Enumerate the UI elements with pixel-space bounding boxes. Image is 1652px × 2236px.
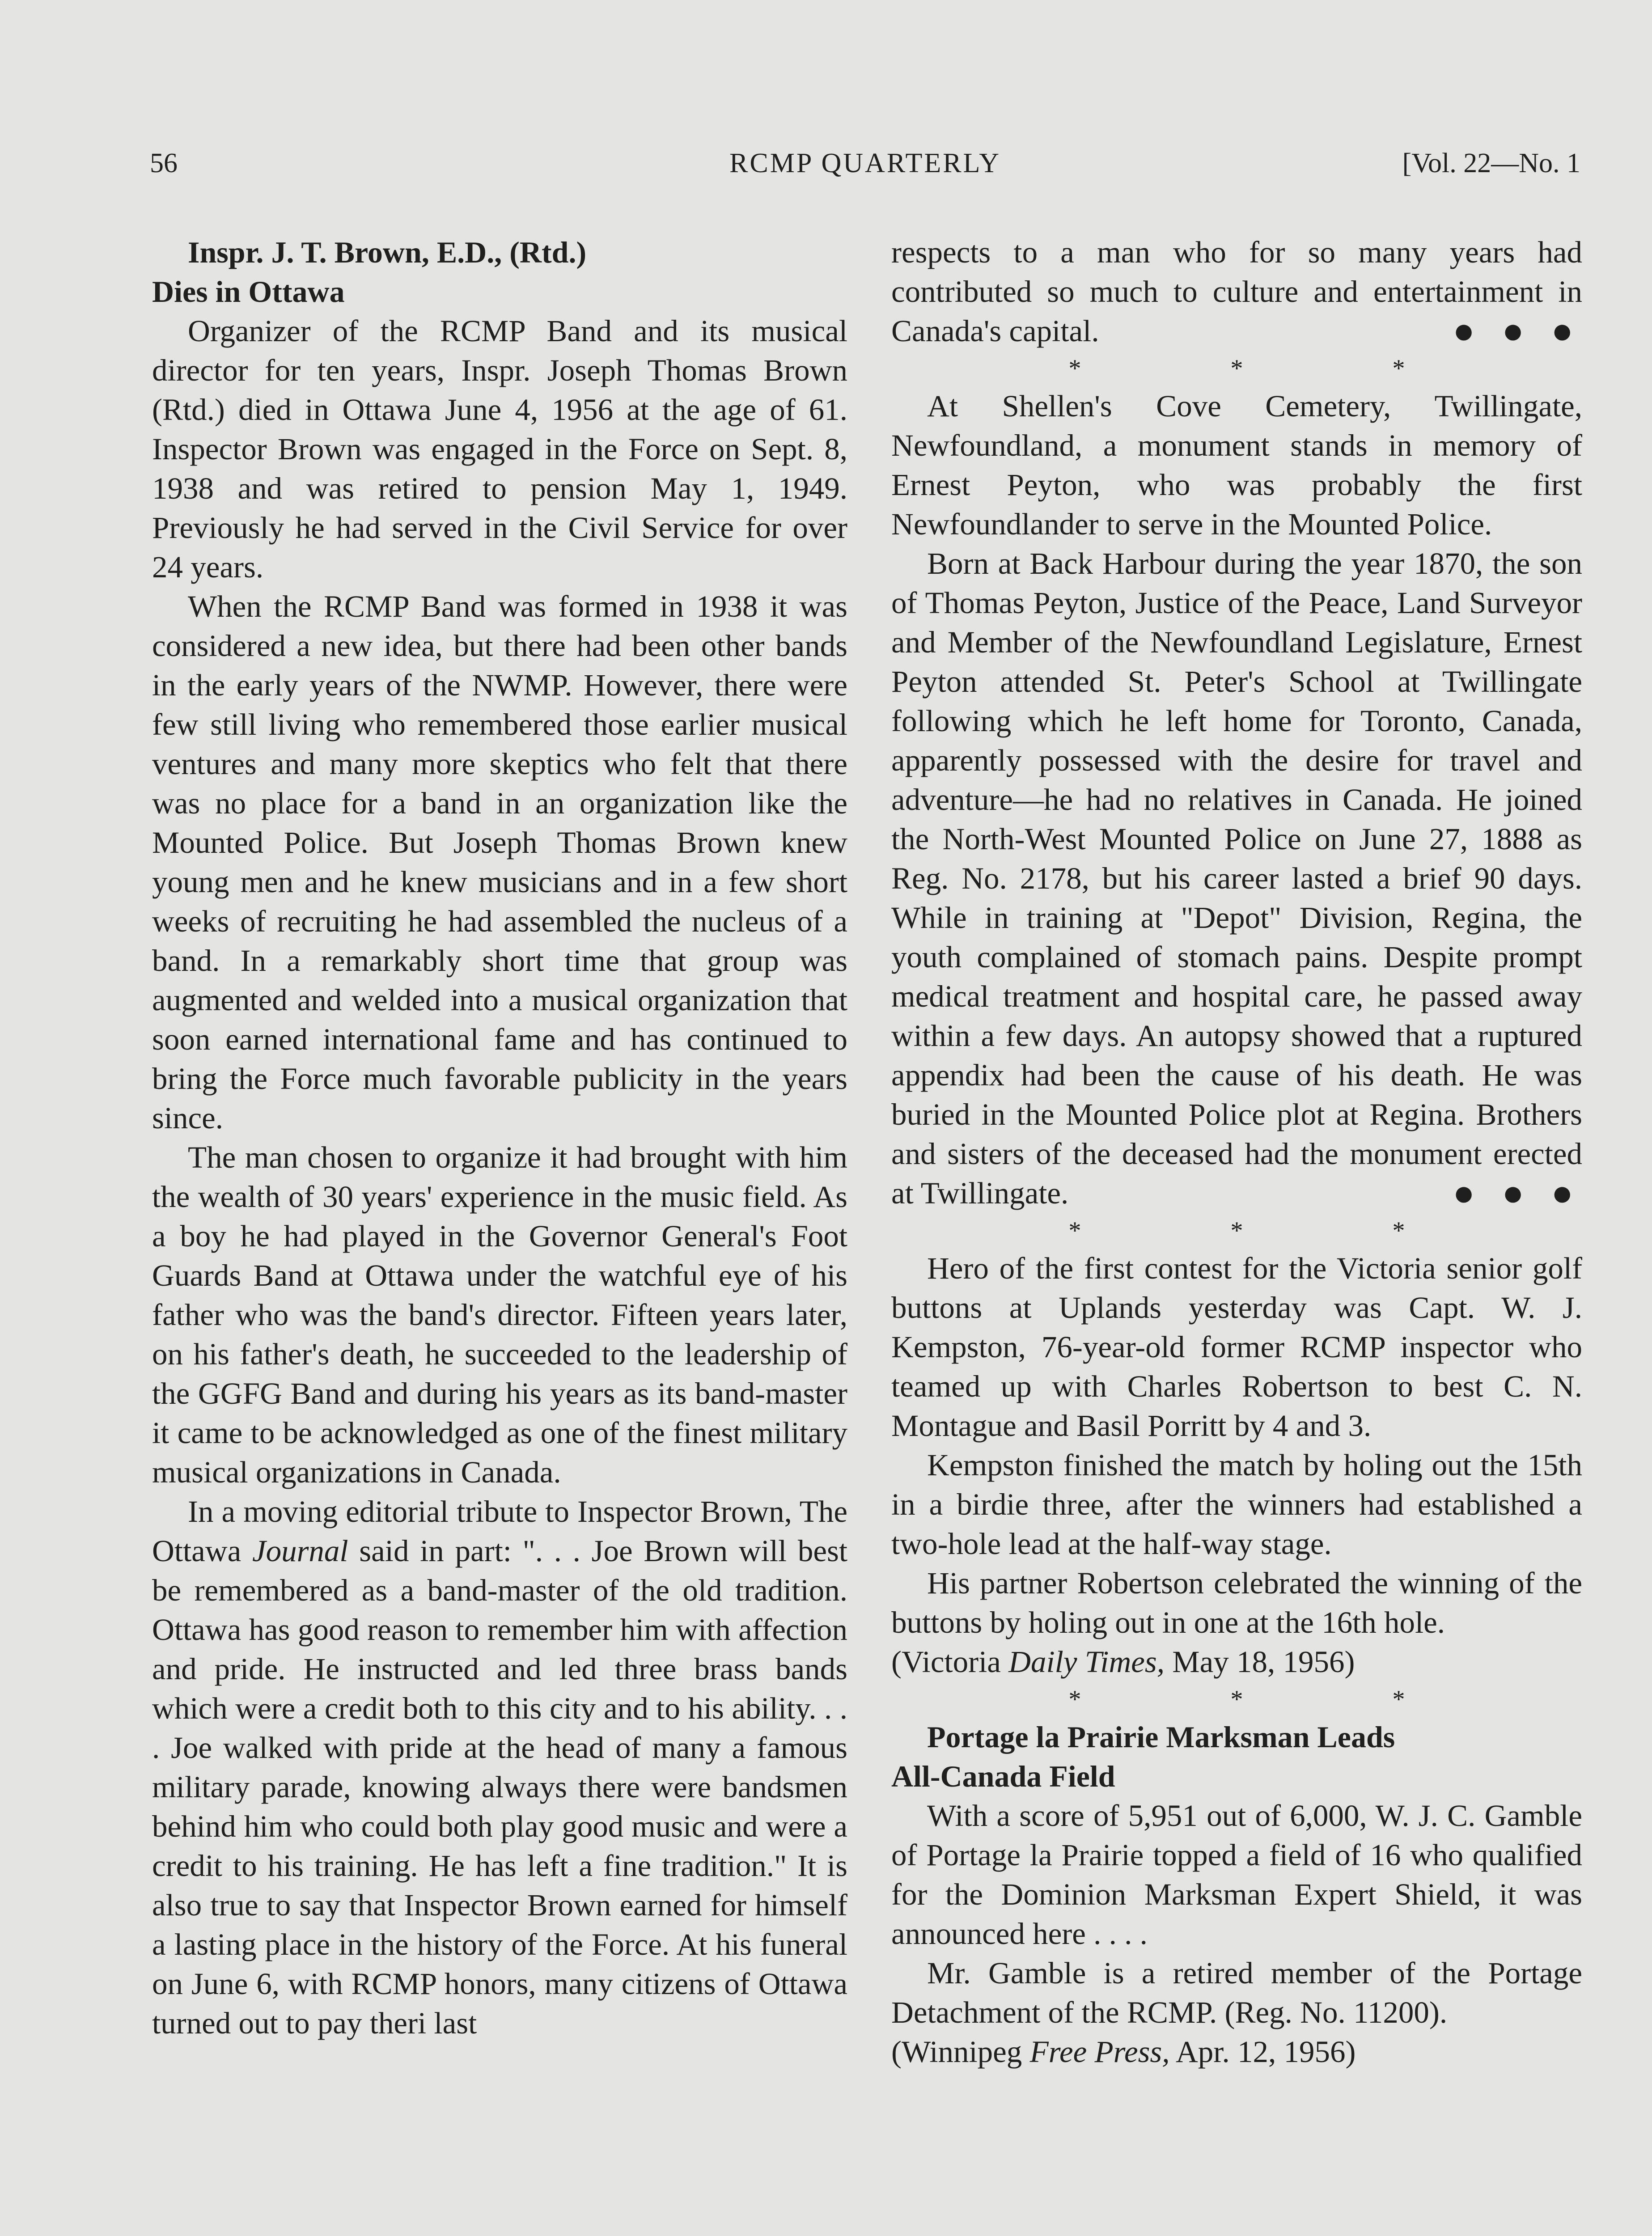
text-run: Born at Back Harbour during the year 1870, the son of Thomas Peyton, Justice of the Peace, Land Surveyor and Member of the Newfoundland Legislature, Ernest Peyton attended St. Peter's School at Twillingate following which he left home for Toronto, Canada, apparently possessed with the desire for travel and adventure—he had no relatives in Canada. He joined the North-West Mounted Police on June 27, 1888 as Reg. No. 2178, but his career lasted a brief 90 days. While in training at "Depot" Division, Regina, the youth complained of stomach pains. Despite prompt medical treatment and hospital care, he passed away within a few days. An autopsy showed that a ruptured appendix had been the cause of his death. He was buried in the Mounted Police plot at Regina. Brothers and sisters of the deceased had the monument erected at Twillingate. [891,546,1582,1210]
page-number: 56 [150,148,178,178]
paragraph [891,544,1582,1213]
paragraph: Mr. Gamble is a retired member of the Portage Detachment of the RCMP. (Reg. No. 11200). [891,1956,1582,2029]
right-column [891,233,1582,2071]
headline-line: Inspr. J. T. Brown, E.D., (Rtd.) [188,235,587,269]
article-headline [152,233,847,311]
text-run: Apr. 12, 1956) [1169,2035,1356,2069]
paragraph [152,1492,847,2043]
paragraph: The man chosen to organize it had brought with him the wealth of 30 years' experience in the music field. As a boy he had played in the Governor General's Foot Guards Band at Ottawa under the watchful eye of his father who was the band's director. Fifteen years later, on his father's death, he succeeded to the leadership of the GGFG Band and during his years as its band-master it came to be acknowledged as one of the finest military musical organizations in Canada. [152,1140,847,1489]
paragraph: His partner Robertson celebrated the winning of the buttons by holing out in one at the 16th hole. [891,1566,1582,1639]
volume-label: [Vol. 22—No. 1 [1402,148,1580,178]
headline-line: Portage la Prairie Marksman Leads [927,1720,1395,1754]
publication-name: Journal [252,1534,348,1568]
source-citation [891,2032,1582,2071]
end-mark: ● ● ● [1453,1173,1582,1213]
headline-line: Dies in Ottawa [152,275,345,309]
section-separator: * * * [1068,1685,1477,1713]
paragraph: At Shellen's Cove Cemetery, Twillingate, Newfoundland, a monument stands in memory of Ernest Peyton, who was probably the first Newfoundlander to serve in the Mounted Police. [891,389,1582,541]
paragraph: Hero of the first contest for the Victoria senior golf buttons at Uplands yesterday was Capt. W. J. Kempston, 76-year-old former RCMP inspector who teamed up with Charles Robertson to best C. N. Montague and Basil Porritt by 4 and 3. [891,1251,1582,1443]
page-header [150,148,1580,183]
paragraph: When the RCMP Band was formed in 1938 it was considered a new idea, but there had been other bands in the early years of the NWMP. However, there were few still living who remembered those earlier musical ventures and many more skeptics who felt that there was no place for a band in an organization like the Mounted Police. But Joseph Thomas Brown knew young men and he knew musicians and in a few short weeks of recruiting he had assembled the nucleus of a band. In a remarkably short time that group was augmented and welded into a musical organization that soon earned international fame and has continued to bring the Force much favorable publicity in the years since. [152,589,847,1135]
paragraph: Organizer of the RCMP Band and its musical director for ten years, Inspr. Joseph Thomas Brown (Rtd.) died in Ottawa June 4, 1956 at the age of 61. Inspector Brown was engaged in the Force on Sept. 8, 1938 and was retired to pension May 1, 1949. Previously he had served in the Civil Service for over 24 years. [152,314,847,584]
running-title: RCMP QUARTERLY [729,148,1001,178]
paragraph: With a score of 5,951 out of 6,000, W. J. C. Gamble of Portage la Prairie topped a field of 16 who qualified for the Dominion Marksman Expert Shield, it was announced here . . . . [891,1799,1582,1951]
paragraph: Kempston finished the match by holing out the 15th in a birdie three, after the winners had established a two-hole lead at the half-way stage. [891,1448,1582,1561]
text-run: (Victoria [891,1645,1009,1679]
left-column [152,233,847,2043]
paragraph-continuation [891,233,1582,351]
article-headline [891,1717,1582,1796]
text-run: May 18, 1956) [1165,1645,1355,1679]
section-separator: * * * [1068,1217,1477,1245]
source-citation [891,1642,1582,1681]
section-separator: * * * [1068,355,1477,382]
text-run: said in part: ". . . Joe Brown will best be remembered as a band-master of the old tradition. Ottawa has good reason to remember him with affection and pride. He instructed and led three brass bands which were a credit both to this city and to his ability. . . . Joe walked with pride at the head of many a famous military parade, knowing always there were bandsmen behind him who could both play good music and were a credit to his training. He has left a fine tradition." It is also true to say that Inspector Brown earned for himself a lasting place in the history of the Force. At his funeral on June 6, with RCMP honors, many citizens of Ottawa turned out to pay theri last [152,1534,847,2040]
text-run: In a moving editorial tribute to Inspector Brown, The Ottawa [152,1495,847,1568]
headline-line: All-Canada Field [891,1759,1115,1793]
text-run: respects to a man who for so many years had contributed so much to culture and entertainment in Canada's capital. [891,235,1582,348]
end-mark: ● ● ● [1453,310,1582,351]
text-run: (Winnipeg [891,2035,1030,2069]
publication-name: Free Press, [1029,2035,1170,2069]
publication-name: Daily Times, [1008,1645,1165,1679]
